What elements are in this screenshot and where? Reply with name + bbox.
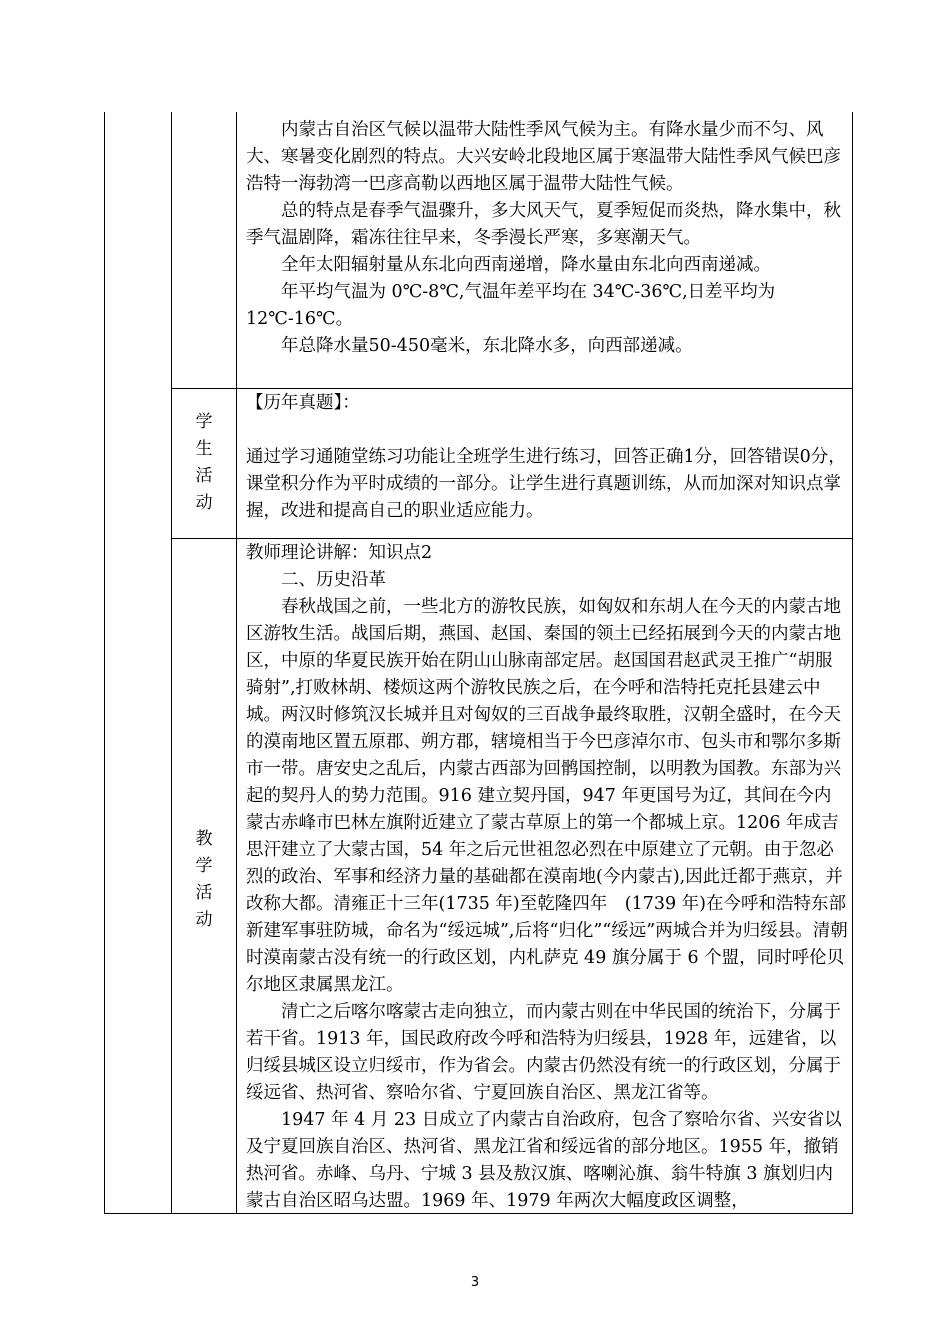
table-row-divider-1 [171, 388, 853, 389]
label-char: 活 [195, 466, 213, 486]
section-subtitle: 二、历史沿革 [281, 570, 386, 590]
climate-paragraph-2: 总的特点是春季气温骤升，多大风天气，夏季短促而炎热，降水集中，秋季气温剧降，霜冻往往早来，冬季漫长严寒，多寒潮天气。 [246, 201, 841, 248]
spacer-line [246, 417, 848, 444]
climate-paragraph-5: 年总降水量50-450毫米，东北降水多，向西部递减。 [281, 336, 693, 356]
climate-paragraph-3: 全年太阳辐射量从东北向西南递增，降水量由东北向西南递减。 [281, 255, 771, 275]
teaching-activity-label [194, 826, 214, 934]
label-char: 生 [195, 439, 213, 459]
table-border-right [852, 112, 853, 1214]
lecture-intro: 教师理论讲解：知识点2 [246, 543, 433, 563]
table-divider-col2 [236, 112, 237, 1214]
climate-paragraph-4: 年平均气温为 0℃-8℃,气温年差平均在 34℃-36℃,日差平均为12℃-16℃。 [246, 282, 776, 329]
history-paragraph-3: 1947 年 4 月 23 日成立了内蒙古自治政府，包含了察哈尔省、兴安省以及宁夏回族自治区、热河省、黑龙江省和绥远省的部分地区。1955 年，撤销热河省。赤峰、乌丹、宁城 3 县及敖汉旗、喀喇沁旗、翁牛特旗 3 旗划归内蒙古自治区昭乌达盟。1969 年、1979 年两次大幅度政区调整， [246, 1110, 842, 1211]
exam-heading: 【历年真题】： [246, 393, 360, 413]
teaching-activity-cell [246, 540, 848, 1215]
label-char: 教 [195, 829, 213, 849]
student-activity-label [194, 409, 214, 517]
table-divider-col1 [171, 112, 172, 1214]
history-paragraph-2: 清亡之后喀尔喀蒙古走向独立，而内蒙古则在中华民国的统治下，分属于若干省。1913 年，国民政府改今呼和浩特为归绥县，1928 年，远建省，以归绥县城区设立归绥市，作为省会。内蒙古仍然没有统一的行政区划，分属于绥远省、热河省、察哈尔省、宁夏回族自治区、黑龙江省等。 [246, 1002, 841, 1103]
label-char: 活 [195, 883, 213, 903]
label-char: 动 [195, 910, 213, 930]
climate-content-cell [246, 117, 848, 360]
history-paragraph-1: 春秋战国之前，一些北方的游牧民族，如匈奴和东胡人在今天的内蒙古地区游牧生活。战国后期，燕国、赵国、秦国的领土已经拓展到今天的内蒙古地区，中原的华夏民族开始在阴山山脉南部定居。赵国国君赵武灵王推广“胡服骑射”,打败林胡、楼烦这两个游牧民族之后，在今呼和浩特托克托县建云中城。两汉时修筑汉长城并且对匈奴的三百战争最终取胜，汉朝全盛时，在今天的漠南地区置五原郡、朔方郡，辖境相当于今巴彦淖尔市、包头市和鄂尔多斯市一带。唐安史之乱后，内蒙古西部为回鹘国控制，以明教为国教。东部为兴起的契丹人的势力范围。916 建立契丹国，947 年更国号为辽，其间在今内蒙古赤峰市巴林左旗附近建立了蒙古草原上的第一个都城上京。1206 年成吉思汗建立了大蒙古国，54 年之后元世祖忽必烈在中原建立了元朝。由于忽必烈的政治、军事和经济力量的基础都在漠南地(今内蒙古),因此迁都于燕京，并改称大都。清雍正十三年(1735 年)至乾隆四年 (1739 年)在今呼和浩特东部新建军事驻防城，命名为“绥远城”,后将“归化”“绥远”两城合并为归绥县。清朝时漠南蒙古没有统一的行政区划，内札萨克 49 旗分属于 6 个盟，同时呼伦贝尔地区隶属黑龙江。 [246, 597, 848, 995]
table-row-divider-2 [171, 538, 853, 539]
table-border-left [104, 112, 105, 1214]
label-char: 动 [195, 493, 213, 513]
label-char: 学 [195, 856, 213, 876]
label-char: 学 [195, 412, 213, 432]
page-number: 3 [470, 1275, 480, 1290]
exam-description: 通过学习通随堂练习功能让全班学生进行练习，回答正确1分，回答错误0分，课堂积分作为平时成绩的一部分。让学生进行真题训练，从而加深对知识点掌握，改进和提高自己的职业适应能力。 [246, 447, 846, 521]
student-activity-cell [246, 390, 848, 525]
climate-paragraph-1: 内蒙古自治区气候以温带大陆性季风气候为主。有降水量少而不匀、风大、寒暑变化剧烈的特点。大兴安岭北段地区属于寒温带大陆性季风气候巴彦浩特一海勃湾一巴彦高勒以西地区属于温带大陆性气候。 [246, 120, 841, 194]
